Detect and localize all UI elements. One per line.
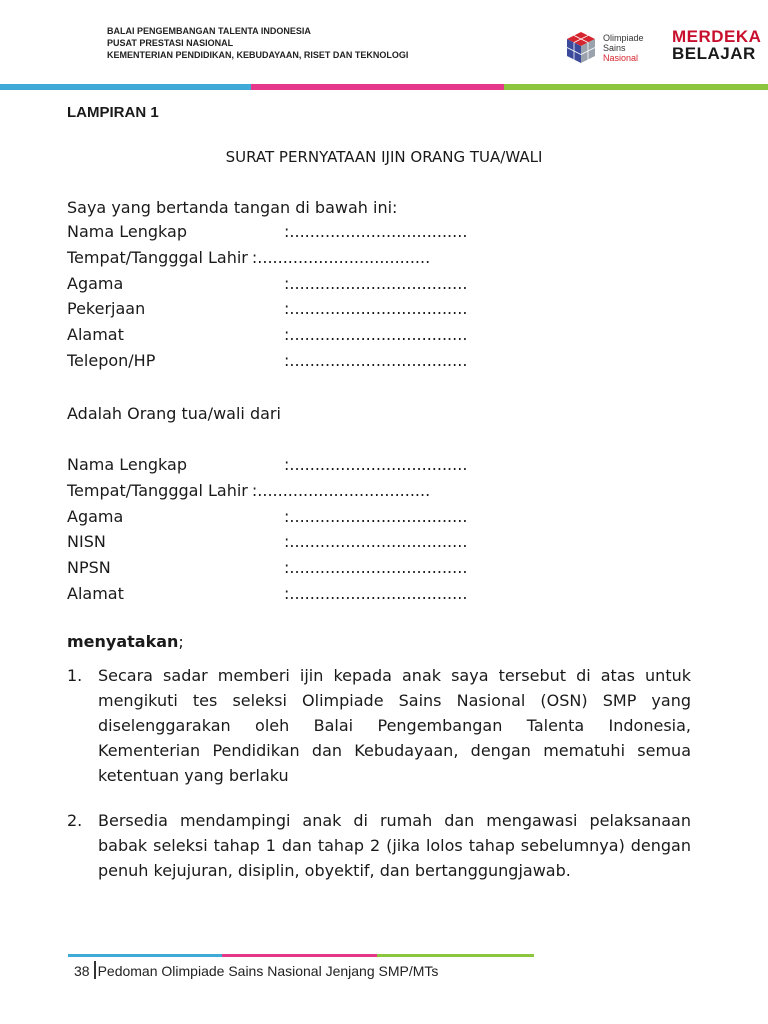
page-number: 38 — [74, 963, 90, 979]
field-value[interactable]: :................................... — [284, 222, 468, 241]
field-label: Alamat — [67, 325, 124, 345]
item-text: Bersedia mendampingi anak di rumah dan mengawasi pelaksanaan babak seleksi tahap 1 dan tahap 2 (jika lolos tahap sebelumnya) dengan penuh kejujuran, disiplin, obyektif, dan bertanggungjawab. — [98, 811, 691, 880]
footer-text: Pedoman Olimpiade Sains Nasional Jenjang SMP/MTs — [97, 963, 439, 979]
field-label: Alamat — [67, 584, 124, 603]
field-value[interactable]: :................................... — [284, 558, 468, 578]
header-line-3: KEMENTERIAN PENDIDIKAN, KEBUDAYAAN, RISET DAN TEKNOLOGI — [107, 50, 409, 60]
footer-separator — [94, 961, 96, 979]
field-label: Tempat/Tangggal Lahir — [67, 480, 248, 500]
field-value[interactable]: :................................... — [284, 584, 468, 603]
form-field-row — [67, 248, 430, 270]
appendix-label: LAMPIRAN 1 — [67, 104, 159, 121]
item-number: 1. — [67, 666, 83, 685]
statement-label: menyatakan — [67, 632, 179, 651]
field-value[interactable]: :.................................. — [251, 480, 431, 500]
footer-color-bar — [68, 954, 534, 957]
bar-segment-magenta — [251, 84, 504, 90]
field-value[interactable]: :................................... — [284, 532, 468, 552]
field-label: Tempat/Tangggal Lahir — [67, 247, 248, 267]
footer-segment-green — [377, 954, 534, 957]
field-label: Nama Lengkap — [67, 222, 187, 241]
statement-heading — [67, 632, 184, 651]
statement-suffix: ; — [178, 632, 184, 651]
footer-segment-magenta — [222, 954, 377, 957]
field-label: Agama — [67, 273, 124, 293]
document-title: SURAT PERNYATAAN IJIN ORANG TUA/WALI — [225, 148, 543, 166]
osn-logo-line-3: Nasional — [603, 53, 639, 63]
field-label: NPSN — [67, 558, 111, 578]
merdeka-logo-line-1: MERDEKA — [672, 27, 762, 46]
field-value[interactable]: :................................... — [284, 273, 468, 293]
bar-segment-green — [504, 84, 768, 90]
header-line-2: PUSAT PRESTASI NASIONAL — [107, 38, 234, 48]
footer-segment-blue — [68, 954, 222, 957]
form-field-row — [67, 481, 430, 503]
field-label: Agama — [67, 506, 124, 526]
field-label: NISN — [67, 532, 106, 552]
page-footer — [74, 961, 438, 979]
header-color-bar — [0, 84, 768, 90]
merdeka-belajar-logo — [672, 28, 761, 62]
field-value[interactable]: :................................... — [284, 299, 468, 319]
field-value[interactable]: :.................................. — [251, 247, 431, 267]
osn-logo-line-2: Sains — [603, 43, 626, 53]
institution-header — [107, 25, 408, 61]
header-line-1: BALAI PENGEMBANGAN TALENTA INDONESIA — [107, 26, 311, 36]
osn-cube-icon — [563, 30, 599, 66]
statement-item-2 — [67, 808, 691, 883]
field-label: Telepon/HP — [67, 351, 156, 370]
merdeka-logo-line-2: BELAJAR — [672, 44, 756, 63]
bar-segment-blue — [0, 84, 251, 90]
intro-text: Saya yang bertanda tangan di bawah ini: — [67, 198, 398, 217]
child-intro-text: Adalah Orang tua/wali dari — [67, 404, 281, 423]
field-label: Pekerjaan — [67, 299, 146, 319]
field-value[interactable]: :................................... — [284, 455, 468, 474]
field-value[interactable]: :................................... — [284, 325, 468, 345]
field-value[interactable]: :................................... — [284, 351, 468, 370]
osn-logo-line-1: Olimpiade — [603, 33, 644, 43]
osn-logo — [563, 30, 659, 66]
statement-item-1 — [67, 663, 691, 788]
item-number: 2. — [67, 811, 83, 830]
field-value[interactable]: :................................... — [284, 506, 468, 526]
item-text: Secara sadar memberi ijin kepada anak saya tersebut di atas untuk mengikuti tes seleksi Olimpiade Sains Nasional (OSN) SMP yang diselenggarakan oleh Balai Pengembangan Talenta Indonesia, Kementerian Pendidikan dan Kebudayaan, dengan mematuhi semua ketentuan yang berlaku — [98, 666, 691, 785]
field-label: Nama Lengkap — [67, 455, 187, 474]
